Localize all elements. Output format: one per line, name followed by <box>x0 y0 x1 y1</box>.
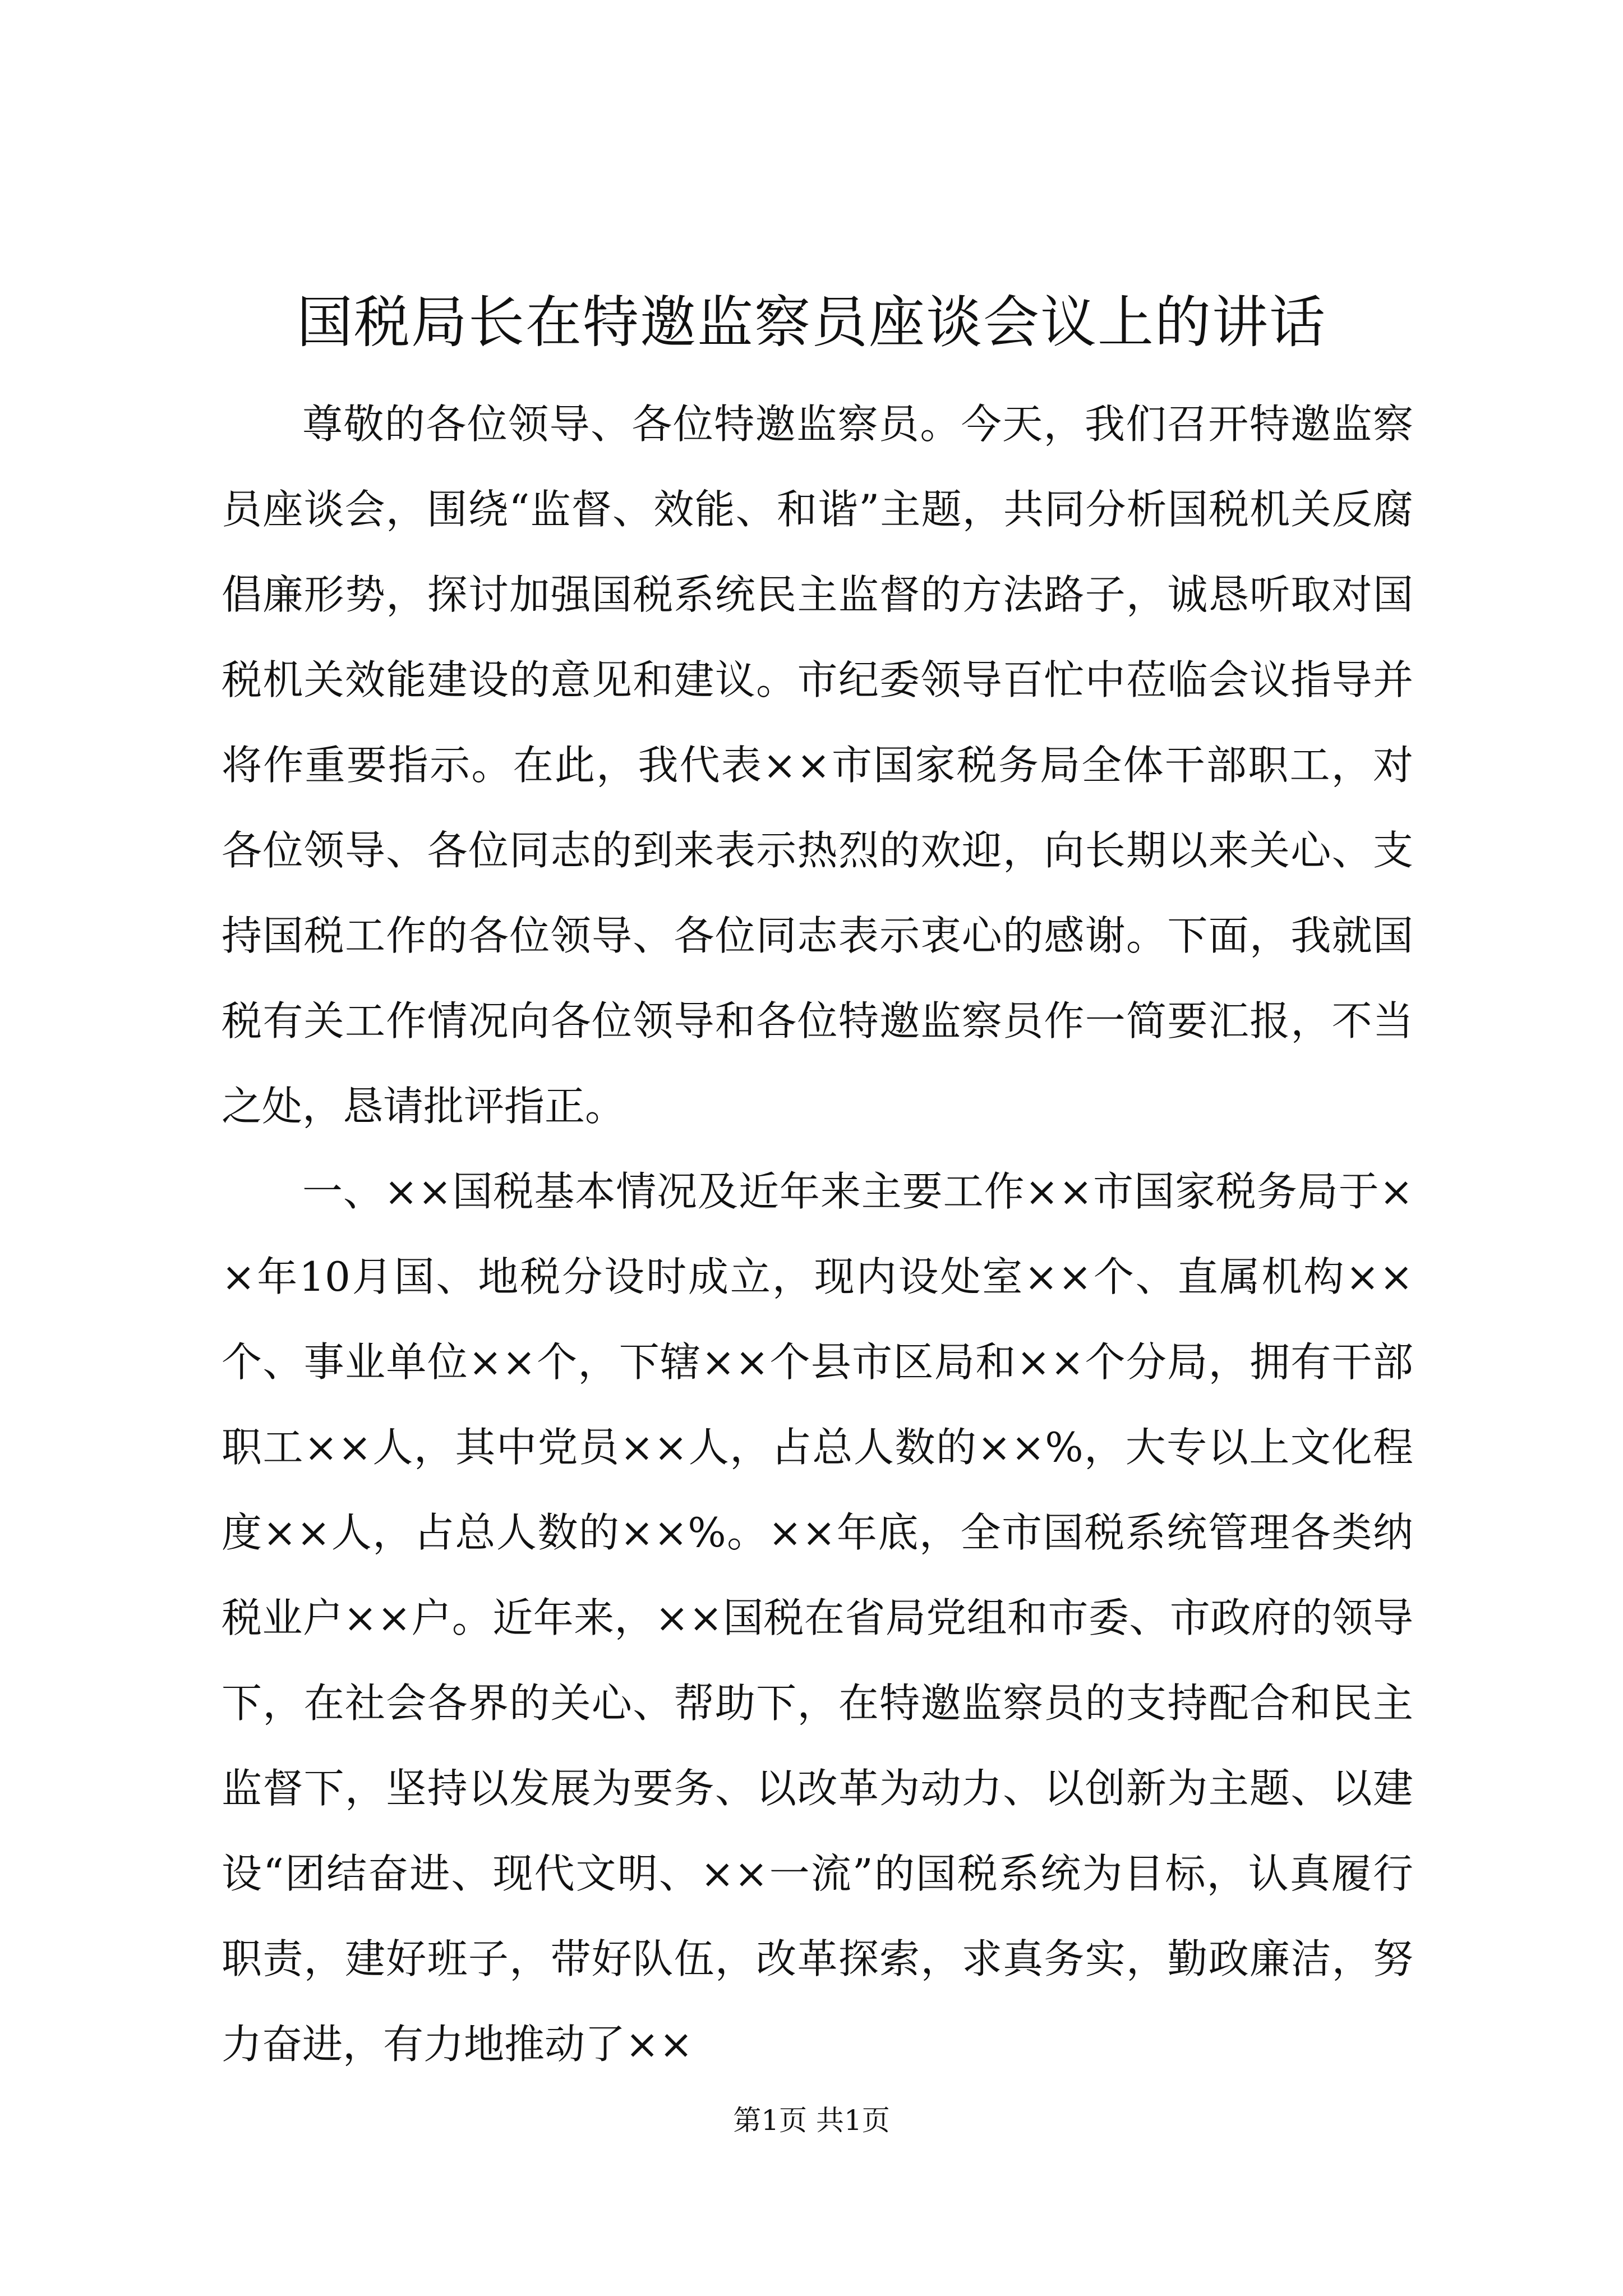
document-body <box>222 381 1413 2087</box>
page-footer: 第1页 共1页 <box>733 2104 890 2137</box>
paragraph-section-one: 一、××国税基本情况及近年来主要工作××市国家税务局于××年10月国、地税分设时成立，现内设处室××个、直属机构××个、事业单位××个，下辖××个县市区局和××个分局，拥有干部职工××人，其中党员××人，占总人数的××%，大专以上文化程度××人，占总人数的××%。××年底，全市国税系统管理各类纳税业户××户。近年来，××国税在省局党组和市委、市政府的领导下，在社会各界的关心、帮助下，在特邀监察员的支持配合和民主监督下，坚持以发展为要务、以改革为动力、以创新为主题、以建设“团结奋进、现代文明、××一流”的国税系统为目标，认真履行职责，建好班子，带好队伍，改革探索，求真务实，勤政廉洁，努力奋进，有力地推动了×× <box>222 1168 1413 2068</box>
paragraph-greeting: 尊敬的各位领导、各位特邀监察员。今天，我们召开特邀监察员座谈会，围绕“监督、效能、和谐”主题，共同分析国税机关反腐倡廉形势，探讨加强国税系统民主监督的方法路子，诚恳听取对国税机关效能建设的意见和建议。市纪委领导百忙中莅临会议指导并将作重要指示。在此，我代表××市国家税务局全体干部职工，对各位领导、各位同志的到来表示热烈的欢迎，向长期以来关心、支持国税工作的各位领导、各位同志表示衷心的感谢。下面，我就国税有关工作情况向各位领导和各位特邀监察员作一简要汇报，不当之处，恳请批评指正。 <box>222 401 1413 1130</box>
document-title: 国税局长在特邀监察员座谈会议上的讲话 <box>297 289 1326 355</box>
